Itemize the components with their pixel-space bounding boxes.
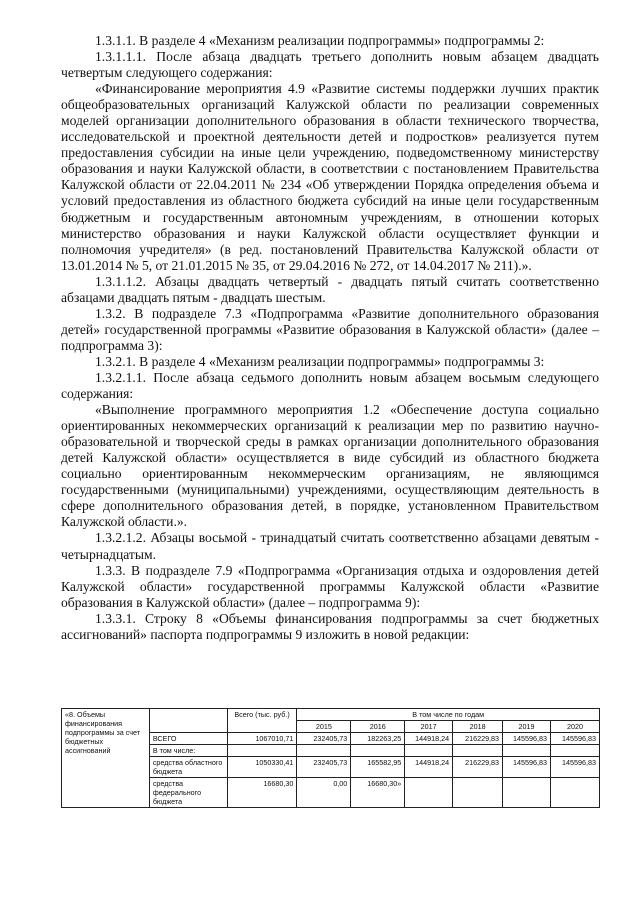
year-header: 2018 <box>453 721 503 733</box>
paragraph-1-3-3-1: 1.3.3.1. Строку 8 «Объемы финансирования подпрограммы за счет бюджетных ассигнований» паспорта подпрограммы 9 изложить в новой редакции: <box>61 610 599 642</box>
table-header-row <box>62 709 600 721</box>
row-value: 145596,83 <box>551 733 600 745</box>
years-header: В том числе по годам <box>297 709 600 721</box>
row-total: 16680,30 <box>227 778 297 808</box>
row-value <box>405 745 453 757</box>
year-header: 2016 <box>351 721 405 733</box>
row-value: 216229,83 <box>453 733 503 745</box>
row-label: средства областного бюджета <box>149 757 227 778</box>
row-value: 216229,83 <box>453 757 503 778</box>
row-value: 145596,83 <box>503 733 551 745</box>
total-header: Всего (тыс. руб.) <box>227 709 297 733</box>
paragraph-1-3-2-1: 1.3.2.1. В разделе 4 «Механизм реализации подпрограммы» подпрограммы 3: <box>95 353 545 369</box>
year-header: 2015 <box>297 721 351 733</box>
paragraph-1-3-2: 1.3.2. В подразделе 7.3 «Подпрограмма «Развитие дополнительного образования детей» государственной программы «Развитие образования в Калужской области» (далее – подпрограмма 3): <box>61 305 599 353</box>
year-header: 2019 <box>503 721 551 733</box>
row-total <box>227 745 297 757</box>
paragraph-1-3-1-1-2: 1.3.1.1.2. Абзацы двадцать четвертый - двадцать пятый считать соответственно абзацами двадцать пятым - двадцать шестым. <box>61 273 599 305</box>
paragraph-quote-1-2: «Выполнение программного мероприятия 1.2 «Обеспечение доступа социально ориентированных некоммерческих организаций к реализации мер по развитию научно-образовательной и творческой среды в рамках организации дополнительного образования детей Калужской области» осуществляется в виде субсидий из областного бюджета социально ориентированным некоммерческим организациям, не являющимся государственными (муниципальными) учреждениями, осуществляющим деятельность в сфере дополнительного образования детей, в порядке, установленном Правительством Калужской области.». <box>61 402 599 530</box>
paragraph-quote-4-9: «Финансирование мероприятия 4.9 «Развитие системы поддержки лучших практик общеобразовательных организаций Калужской области по реализации современных моделей организации дополнительного образования в области технического творчества, исследовательской и проектной деятельности детей и подростков» реализуется путем предоставления субсидии на иные цели учреждению, подведомственному министерству образования и науки Калужской области, в соответствии с постановлением Правительства Калужской области от 22.04.2011 № 234 «Об утверждении Порядка определения объема и условий предоставления из областного бюджета субсидий на иные цели государственным бюджетным и государственным автономным учреждениям, в отношении которых министерство образования и науки Калужской области осуществляет функции и полномочия учредителя» (в ред. постановлений Правительства Калужской области от 13.01.2014 № 5, от 21.01.2015 № 35, от 29.04.2016 № 272, от 14.04.2017 № 211).». <box>61 81 599 273</box>
row-value: 144918,24 <box>405 733 453 745</box>
row-value: 165582,95 <box>351 757 405 778</box>
row-value <box>503 778 551 808</box>
row-value <box>405 778 453 808</box>
financing-table <box>61 708 600 808</box>
row-value: 182263,25 <box>351 733 405 745</box>
paragraph-1-3-1-1-1: 1.3.1.1.1. После абзаца двадцать третьего дополнить новым абзацем двадцать четвертым следующего содержания: <box>61 49 599 81</box>
document-body <box>61 33 599 643</box>
paragraph-1-3-3: 1.3.3. В подразделе 7.9 «Подпрограмма «Организация отдыха и оздоровления детей Калужской области» государственной программы Калужской области «Развитие образования в Калужской области» (далее – подпрограмма 9): <box>61 562 599 610</box>
row-total: 1067010,71 <box>227 733 297 745</box>
paragraph-1-3-2-1-2: 1.3.2.1.2. Абзацы восьмой - тринадцатый считать соответственно абзацами девятым - четырнадцатым. <box>61 530 599 562</box>
row-label: ВСЕГО <box>149 733 227 745</box>
row-value: 232405,73 <box>297 757 351 778</box>
row-value <box>503 745 551 757</box>
row-label: В том числе: <box>149 745 227 757</box>
row-value: 232405,73 <box>297 733 351 745</box>
row-value <box>453 778 503 808</box>
row-value: 145596,83 <box>551 757 600 778</box>
year-header: 2017 <box>405 721 453 733</box>
row-label: средства федерального бюджета <box>149 778 227 808</box>
table-row-label: «8. Объемы финансирования подпрограммы за счет бюджетных ассигнований <box>62 709 150 808</box>
row-value <box>297 745 351 757</box>
table-blank-header-cell <box>149 709 227 733</box>
paragraph-1-3-1-1: 1.3.1.1. В разделе 4 «Механизм реализации подпрограммы» подпрограммы 2: <box>95 33 545 48</box>
row-value <box>551 778 600 808</box>
year-header: 2020 <box>551 721 600 733</box>
row-value <box>453 745 503 757</box>
row-value: 145596,83 <box>503 757 551 778</box>
row-value: 0,00 <box>297 778 351 808</box>
paragraph-1-3-2-1-1: 1.3.2.1.1. После абзаца седьмого дополнить новым абзацем восьмым следующего содержания: <box>61 369 599 402</box>
row-total: 1050330,41 <box>227 757 297 778</box>
row-value <box>551 745 600 757</box>
row-value <box>351 745 405 757</box>
row-value: 144918,24 <box>405 757 453 778</box>
row-value: 16680,30» <box>351 778 405 808</box>
